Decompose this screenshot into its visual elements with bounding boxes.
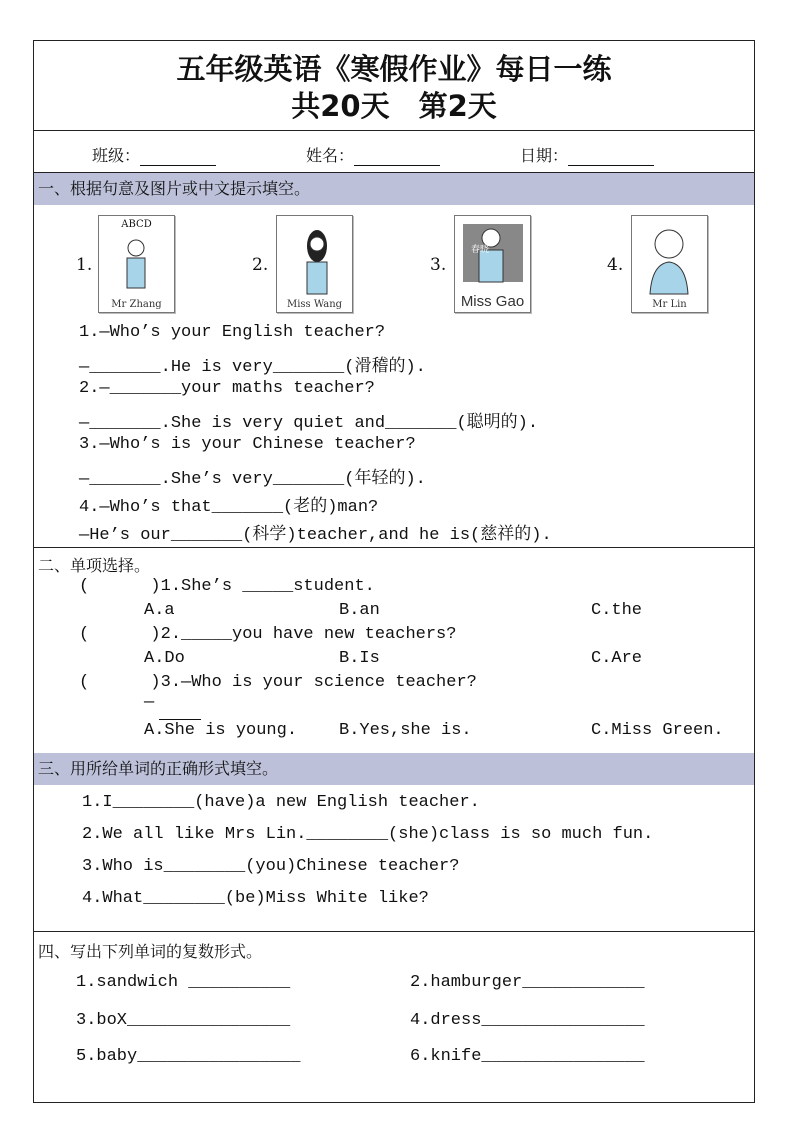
question-line[interactable]: —_______.He is very_______(滑稽的). (79, 358, 426, 377)
date-field[interactable]: 日期： (520, 143, 654, 166)
plural-item[interactable]: 6.knife________________ (410, 1047, 645, 1066)
teacher-figure-icon (277, 216, 352, 312)
picture-number: 4. (607, 255, 624, 275)
plural-item[interactable]: 4.dress________________ (410, 1011, 645, 1030)
question-line[interactable]: 4.—Who’s that_______(老的)man? (79, 498, 379, 517)
section2-header: 二、单项选择。 (38, 556, 151, 575)
answer-dash: — (144, 693, 155, 712)
fill-line[interactable]: 3.Who is________(you)Chinese teacher? (82, 857, 460, 876)
board-text: 春晓 (471, 245, 490, 255)
board-text: ABCD (121, 219, 152, 230)
question-line[interactable]: —_______.She is very quiet and_______(聪明的). (79, 414, 539, 433)
question-line[interactable]: —He’s our_______(科学)teacher,and he is(慈祥的). (79, 526, 552, 545)
picture-mr-lin (631, 215, 708, 313)
mc-option: C.Are (591, 649, 643, 668)
picture-miss-wang (276, 215, 353, 313)
question-line[interactable]: —_______.She’s very_______(年轻的). (79, 470, 426, 489)
plural-item[interactable]: 3.boX________________ (76, 1011, 291, 1030)
picture-caption: Miss Gao (460, 293, 525, 310)
question-line: 3.—Who’s is your Chinese teacher? (79, 435, 416, 454)
picture-caption: Mr Zhang (111, 299, 162, 310)
section3-header: 三、用所给单词的正确形式填空。 (34, 753, 754, 785)
divider (34, 931, 754, 932)
teacher-figure-icon (99, 216, 174, 312)
student-info (34, 131, 754, 173)
mc-question[interactable]: ( )2._____you have new teachers? (79, 625, 457, 644)
divider (34, 547, 754, 548)
mc-option: A.She is young. (144, 721, 298, 740)
page-title: 五年级英语《寒假作业》每日一练 (176, 52, 612, 86)
plural-item[interactable]: 1.sandwich __________ (76, 973, 291, 992)
worksheet (33, 40, 755, 1103)
mc-option: B.Yes,she is. (339, 721, 472, 740)
mc-option: C.Miss Green. (591, 721, 724, 740)
question-line: 1.—Who’s your English teacher? (79, 323, 386, 342)
mc-option: C.the (591, 601, 643, 620)
mc-option: A.a (144, 601, 175, 620)
name-field[interactable]: 姓名： (306, 143, 440, 166)
picture-mr-zhang (98, 215, 175, 313)
page-subtitle: 共20天 第2天 (291, 89, 497, 123)
section4-header: 四、写出下列单词的复数形式。 (38, 942, 263, 961)
section1-header: 一、根据句意及图片或中文提示填空。 (34, 173, 754, 205)
picture-number: 3. (430, 255, 447, 275)
answer-blank[interactable] (159, 719, 201, 720)
picture-miss-gao (454, 215, 531, 313)
mc-question[interactable]: ( )1.She’s _____student. (79, 577, 375, 596)
plural-item[interactable]: 5.baby________________ (76, 1047, 301, 1066)
plural-item[interactable]: 2.hamburger____________ (410, 973, 645, 992)
mc-option: A.Do (144, 649, 185, 668)
question-line[interactable]: 2.—_______your maths teacher? (79, 379, 375, 398)
class-field[interactable]: 班级： (92, 143, 216, 166)
mc-option: B.an (339, 601, 380, 620)
picture-number: 2. (252, 255, 269, 275)
fill-line[interactable]: 4.What________(be)Miss White like? (82, 889, 429, 908)
title-block (34, 41, 754, 131)
picture-caption: Mr Lin (652, 299, 687, 310)
teacher-figure-icon (632, 216, 707, 312)
mc-question[interactable]: ( )3.—Who is your science teacher? (79, 673, 477, 692)
fill-line[interactable]: 2.We all like Mrs Lin.________(she)class is so much fun. (82, 825, 654, 844)
picture-caption: Miss Wang (286, 299, 343, 310)
mc-option: B.Is (339, 649, 380, 668)
fill-line[interactable]: 1.I________(have)a new English teacher. (82, 793, 480, 812)
picture-number: 1. (76, 255, 93, 275)
